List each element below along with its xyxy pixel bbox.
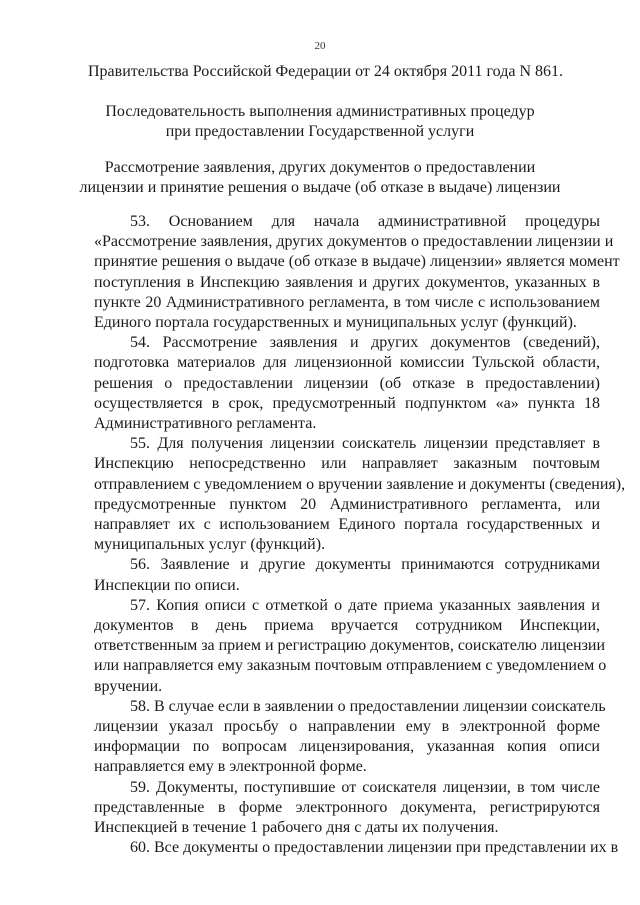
- paragraph: [94, 778, 600, 839]
- paragraph-line: 57. Копия описи с отметкой о дате приема указанных заявления и: [130, 596, 600, 614]
- paragraph: [94, 596, 607, 697]
- paragraph-line: пункте 20 Административного регламента, в том числе с использованием: [94, 293, 600, 311]
- paragraph-line: 56. Заявление и другие документы принимаются сотрудниками: [130, 556, 600, 574]
- paragraph-line: 59. Документы, поступившие от соискателя лицензии, в том числе: [130, 778, 600, 796]
- paragraph-line: представленные в форме электронного документа, регистрируются: [94, 798, 600, 816]
- paragraph: [94, 333, 600, 434]
- paragraph: [94, 212, 620, 333]
- paragraph-line: Инспекцией в течение 1 рабочего дня с даты их получения.: [94, 819, 499, 837]
- paragraph-line: отправлением с уведомлением о вручении заявление и документы (сведения),: [94, 475, 626, 493]
- subsection-title-line: Рассмотрение заявления, других документов о предоставлении: [104, 159, 536, 176]
- paragraph-line: поступления в Инспекцию заявления и других документов, указанных в: [94, 273, 600, 291]
- paragraph-line: 58. В случае если в заявлении о предоставлении лицензии соискатель: [130, 697, 606, 715]
- paragraph: [94, 697, 606, 778]
- paragraph-line: «Рассмотрение заявления, других документов о предоставлении лицензии и: [94, 233, 614, 251]
- paragraph-line: документов в день приема вручается сотрудником Инспекции,: [94, 617, 600, 635]
- paragraph-line: муниципальных услуг (функций).: [94, 536, 326, 554]
- paragraph-line: ответственным за прием и регистрацию документов, соискателю лицензии: [94, 637, 606, 655]
- paragraph-line: направляет их с использованием Единого портала государственных и: [94, 516, 600, 534]
- paragraph-line: 55. Для получения лицензии соискатель лицензии представляет в: [130, 435, 600, 453]
- paragraph-line: направляется ему в электронной форме.: [94, 758, 367, 776]
- paragraph: [94, 838, 619, 858]
- header-line: Правительства Российской Федерации от 24 октября 2011 года N 861.: [88, 63, 563, 80]
- subsection-title-line: лицензии и принятие решения о выдаче (об отказе в выдаче) лицензии: [79, 179, 561, 196]
- paragraph-line: подготовка материалов для лицензионной комиссии Тульской области,: [94, 354, 600, 372]
- paragraph: [94, 434, 626, 555]
- section-title-line: при предоставлении Государственной услуги: [165, 123, 475, 140]
- paragraph-line: вручении.: [94, 677, 163, 695]
- subsection-title: [60, 158, 580, 198]
- paragraph-line: Инспекцию непосредственно или направляет заказным почтовым: [94, 455, 600, 473]
- document-body: [94, 212, 626, 859]
- page-number: 20: [314, 40, 326, 52]
- paragraph-line: Инспекции по описи.: [94, 576, 240, 594]
- section-title: [60, 102, 580, 142]
- paragraph-line: Административного регламента.: [94, 415, 317, 433]
- paragraph-line: предусмотренные пунктом 20 Административного регламента, или: [94, 495, 600, 513]
- paragraph-line: Единого портала государственных и муниципальных услуг (функций).: [94, 314, 577, 332]
- paragraph-line: принятие решения о выдаче (об отказе в выдаче) лицензии» является момент: [94, 253, 620, 271]
- paragraph-line: 53. Основанием для начала административной процедуры: [130, 213, 600, 230]
- paragraph-line: 54. Рассмотрение заявления и других документов (сведений),: [130, 334, 600, 352]
- paragraph-line: или направляется ему заказным почтовым отправлением с уведомлением о: [94, 657, 607, 675]
- paragraph-line: решения о предоставлении лицензии (об отказе в предоставлении): [94, 374, 600, 392]
- paragraph-line: информации по вопросам лицензирования, указанная копия описи: [94, 738, 600, 756]
- paragraph: [94, 555, 600, 595]
- paragraph-line: лицензии указал просьбу о направлении ему в электронной форме: [94, 718, 600, 736]
- section-title-line: Последовательность выполнения административных процедур: [105, 103, 535, 120]
- paragraph-line: 60. Все документы о предоставлении лицензии при представлении их в: [130, 839, 619, 857]
- paragraph-line: осуществляется в срок, предусмотренный подпунктом «а» пункта 18: [94, 394, 600, 412]
